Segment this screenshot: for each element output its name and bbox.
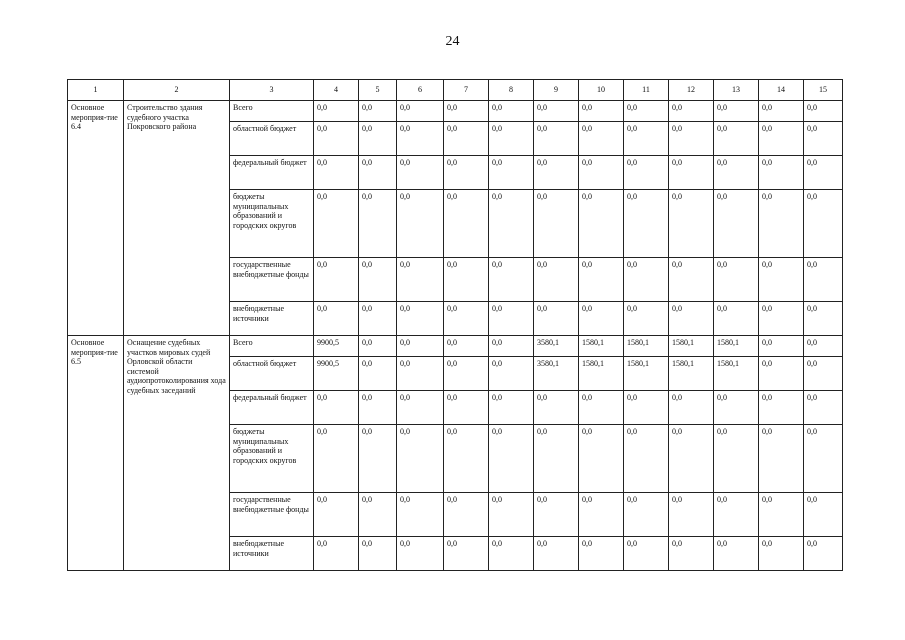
- value-cell: 0,0: [397, 302, 444, 336]
- value-cell: 0,0: [359, 122, 397, 156]
- value-cell: 0,0: [359, 537, 397, 571]
- column-header: 11: [624, 80, 669, 101]
- value-cell: 0,0: [534, 190, 579, 258]
- funding-source-cell: бюджеты муниципальных образований и городских округов: [230, 190, 314, 258]
- value-cell: 0,0: [444, 156, 489, 190]
- value-cell: 0,0: [397, 190, 444, 258]
- column-header: 2: [124, 80, 230, 101]
- value-cell: 0,0: [489, 258, 534, 302]
- column-header: 12: [669, 80, 714, 101]
- value-cell: 0,0: [759, 190, 804, 258]
- value-cell: 0,0: [397, 425, 444, 493]
- value-cell: 0,0: [804, 537, 843, 571]
- funding-source-cell: государственные внебюджетные фонды: [230, 258, 314, 302]
- value-cell: 0,0: [489, 302, 534, 336]
- measure-description-cell: Оснащение судебных участков мировых судей Орловской области системой аудиопротоколирования хода судебных заседаний: [124, 336, 230, 571]
- value-cell: 0,0: [359, 493, 397, 537]
- value-cell: 0,0: [669, 425, 714, 493]
- value-cell: 1580,1: [669, 336, 714, 357]
- value-cell: 0,0: [397, 101, 444, 122]
- value-cell: 0,0: [804, 122, 843, 156]
- value-cell: 0,0: [489, 493, 534, 537]
- value-cell: 0,0: [579, 425, 624, 493]
- value-cell: 0,0: [314, 122, 359, 156]
- value-cell: 0,0: [714, 425, 759, 493]
- value-cell: 0,0: [669, 156, 714, 190]
- value-cell: 0,0: [444, 302, 489, 336]
- value-cell: 0,0: [359, 258, 397, 302]
- value-cell: 0,0: [669, 493, 714, 537]
- value-cell: 1580,1: [624, 357, 669, 391]
- value-cell: 0,0: [489, 156, 534, 190]
- value-cell: 3580,1: [534, 336, 579, 357]
- value-cell: 0,0: [314, 537, 359, 571]
- value-cell: 0,0: [624, 425, 669, 493]
- funding-source-cell: внебюджетные источники: [230, 537, 314, 571]
- value-cell: 0,0: [624, 493, 669, 537]
- column-header: 4: [314, 80, 359, 101]
- value-cell: 0,0: [314, 258, 359, 302]
- value-cell: 0,0: [759, 391, 804, 425]
- column-header: 10: [579, 80, 624, 101]
- value-cell: 0,0: [314, 190, 359, 258]
- value-cell: 0,0: [359, 391, 397, 425]
- value-cell: 0,0: [314, 101, 359, 122]
- value-cell: 0,0: [759, 425, 804, 493]
- value-cell: 0,0: [804, 425, 843, 493]
- value-cell: 0,0: [489, 391, 534, 425]
- column-header: 6: [397, 80, 444, 101]
- value-cell: 0,0: [534, 425, 579, 493]
- value-cell: 0,0: [397, 537, 444, 571]
- value-cell: 0,0: [714, 122, 759, 156]
- value-cell: 0,0: [669, 391, 714, 425]
- value-cell: 0,0: [624, 122, 669, 156]
- value-cell: 0,0: [804, 357, 843, 391]
- value-cell: 0,0: [759, 537, 804, 571]
- value-cell: 0,0: [759, 122, 804, 156]
- funding-source-cell: областной бюджет: [230, 122, 314, 156]
- value-cell: 0,0: [314, 425, 359, 493]
- value-cell: 0,0: [804, 302, 843, 336]
- value-cell: 0,0: [397, 156, 444, 190]
- value-cell: 0,0: [669, 122, 714, 156]
- value-cell: 0,0: [624, 190, 669, 258]
- value-cell: 0,0: [804, 391, 843, 425]
- value-cell: 0,0: [534, 493, 579, 537]
- value-cell: 0,0: [359, 302, 397, 336]
- value-cell: 0,0: [397, 336, 444, 357]
- column-header: 1: [68, 80, 124, 101]
- value-cell: 0,0: [714, 302, 759, 336]
- value-cell: 1580,1: [714, 336, 759, 357]
- value-cell: 0,0: [359, 156, 397, 190]
- value-cell: 0,0: [714, 156, 759, 190]
- value-cell: 0,0: [444, 122, 489, 156]
- value-cell: 0,0: [314, 391, 359, 425]
- value-cell: 0,0: [759, 357, 804, 391]
- budget-table: [67, 79, 843, 571]
- value-cell: 0,0: [534, 122, 579, 156]
- value-cell: 1580,1: [579, 357, 624, 391]
- value-cell: 0,0: [669, 258, 714, 302]
- funding-source-cell: внебюджетные источники: [230, 302, 314, 336]
- value-cell: 0,0: [444, 101, 489, 122]
- value-cell: 0,0: [444, 336, 489, 357]
- value-cell: 0,0: [669, 537, 714, 571]
- value-cell: 0,0: [669, 190, 714, 258]
- value-cell: 0,0: [444, 493, 489, 537]
- value-cell: 0,0: [534, 537, 579, 571]
- funding-source-cell: федеральный бюджет: [230, 391, 314, 425]
- column-header: 13: [714, 80, 759, 101]
- value-cell: 0,0: [579, 302, 624, 336]
- value-cell: 0,0: [489, 101, 534, 122]
- value-cell: 1580,1: [669, 357, 714, 391]
- value-cell: 0,0: [804, 258, 843, 302]
- value-cell: 0,0: [489, 357, 534, 391]
- value-cell: 0,0: [804, 156, 843, 190]
- measure-description-cell: Строительство здания судебного участка Покровского района: [124, 101, 230, 336]
- funding-source-cell: Всего: [230, 101, 314, 122]
- value-cell: 1580,1: [714, 357, 759, 391]
- value-cell: 0,0: [579, 122, 624, 156]
- value-cell: 0,0: [579, 101, 624, 122]
- value-cell: 0,0: [359, 336, 397, 357]
- value-cell: 0,0: [534, 391, 579, 425]
- value-cell: 0,0: [714, 493, 759, 537]
- value-cell: 0,0: [397, 258, 444, 302]
- value-cell: 0,0: [444, 357, 489, 391]
- table-row: [68, 336, 843, 357]
- value-cell: 9900,5: [314, 336, 359, 357]
- page-number: 24: [445, 34, 460, 49]
- value-cell: 0,0: [359, 190, 397, 258]
- header-row: [68, 80, 843, 101]
- value-cell: 0,0: [804, 101, 843, 122]
- value-cell: 0,0: [624, 391, 669, 425]
- table-body: [68, 101, 843, 571]
- value-cell: 0,0: [314, 493, 359, 537]
- value-cell: 9900,5: [314, 357, 359, 391]
- value-cell: 0,0: [714, 190, 759, 258]
- value-cell: 1580,1: [624, 336, 669, 357]
- value-cell: 0,0: [359, 101, 397, 122]
- value-cell: 0,0: [624, 101, 669, 122]
- value-cell: 0,0: [759, 302, 804, 336]
- value-cell: 0,0: [759, 493, 804, 537]
- value-cell: 0,0: [314, 156, 359, 190]
- funding-source-cell: областной бюджет: [230, 357, 314, 391]
- value-cell: 0,0: [759, 336, 804, 357]
- value-cell: 0,0: [624, 302, 669, 336]
- value-cell: 0,0: [624, 156, 669, 190]
- value-cell: 0,0: [397, 122, 444, 156]
- value-cell: 0,0: [714, 101, 759, 122]
- measure-label-cell: Основное мероприя-тие 6.4: [68, 101, 124, 336]
- value-cell: 0,0: [669, 302, 714, 336]
- value-cell: 0,0: [489, 537, 534, 571]
- column-header: 8: [489, 80, 534, 101]
- value-cell: 0,0: [444, 258, 489, 302]
- value-cell: 0,0: [714, 391, 759, 425]
- column-header: 15: [804, 80, 843, 101]
- value-cell: 0,0: [624, 537, 669, 571]
- value-cell: 0,0: [444, 190, 489, 258]
- measure-label-cell: Основное мероприя-тие 6.5: [68, 336, 124, 571]
- value-cell: 0,0: [489, 336, 534, 357]
- value-cell: 0,0: [359, 357, 397, 391]
- funding-source-cell: государственные внебюджетные фонды: [230, 493, 314, 537]
- value-cell: 0,0: [534, 258, 579, 302]
- value-cell: 0,0: [804, 190, 843, 258]
- value-cell: 0,0: [534, 302, 579, 336]
- value-cell: 0,0: [804, 493, 843, 537]
- value-cell: 0,0: [759, 156, 804, 190]
- value-cell: 0,0: [397, 493, 444, 537]
- value-cell: 0,0: [579, 156, 624, 190]
- funding-source-cell: бюджеты муниципальных образований и городских округов: [230, 425, 314, 493]
- value-cell: 0,0: [489, 122, 534, 156]
- value-cell: 0,0: [534, 156, 579, 190]
- column-header: 14: [759, 80, 804, 101]
- value-cell: 0,0: [489, 425, 534, 493]
- value-cell: 0,0: [759, 101, 804, 122]
- table-row: [68, 101, 843, 122]
- value-cell: 0,0: [444, 391, 489, 425]
- value-cell: 0,0: [579, 391, 624, 425]
- table-header: [68, 80, 843, 101]
- value-cell: 0,0: [714, 258, 759, 302]
- value-cell: 0,0: [624, 258, 669, 302]
- value-cell: 1580,1: [579, 336, 624, 357]
- value-cell: 3580,1: [534, 357, 579, 391]
- value-cell: 0,0: [669, 101, 714, 122]
- value-cell: 0,0: [444, 425, 489, 493]
- column-header: 5: [359, 80, 397, 101]
- value-cell: 0,0: [579, 493, 624, 537]
- value-cell: 0,0: [489, 190, 534, 258]
- value-cell: 0,0: [359, 425, 397, 493]
- value-cell: 0,0: [314, 302, 359, 336]
- value-cell: 0,0: [804, 336, 843, 357]
- value-cell: 0,0: [579, 537, 624, 571]
- funding-source-cell: федеральный бюджет: [230, 156, 314, 190]
- value-cell: 0,0: [579, 190, 624, 258]
- funding-source-cell: Всего: [230, 336, 314, 357]
- value-cell: 0,0: [579, 258, 624, 302]
- column-header: 9: [534, 80, 579, 101]
- value-cell: 0,0: [397, 391, 444, 425]
- value-cell: 0,0: [444, 537, 489, 571]
- value-cell: 0,0: [534, 101, 579, 122]
- column-header: 7: [444, 80, 489, 101]
- column-header: 3: [230, 80, 314, 101]
- value-cell: 0,0: [397, 357, 444, 391]
- value-cell: 0,0: [759, 258, 804, 302]
- value-cell: 0,0: [714, 537, 759, 571]
